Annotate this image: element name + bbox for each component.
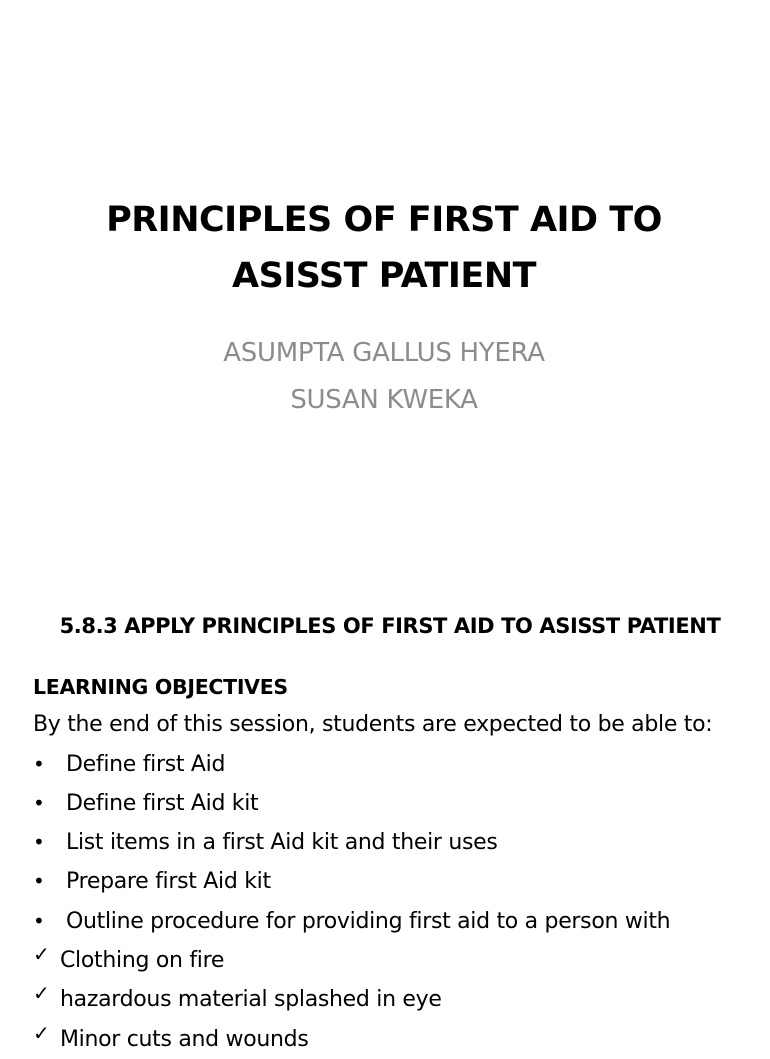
author-name: SUSAN KWEKA [290,385,478,415]
slide-title [20,192,748,304]
author-name: ASUMPTA GALLUS HYERA [223,338,545,368]
bullet-icon: • [33,869,45,894]
list-item [33,745,763,784]
bullet-icon: • [33,790,45,815]
checklist-item [33,941,763,980]
checklist-item [33,1020,763,1059]
list-item-text: Define first Aid kit [66,790,259,816]
list-item [33,862,763,901]
checklist-item [33,980,763,1019]
list-item [33,784,763,823]
objectives-content [33,668,763,1059]
list-item-text: Define first Aid [66,751,226,777]
bullet-icon: • [33,830,45,855]
objectives-slide [0,576,768,1052]
list-item-text: Prepare first Aid kit [66,869,271,895]
list-item-text: List items in a first Aid kit and their uses [66,830,498,856]
checklist-item-text: hazardous material splashed in eye [60,987,442,1013]
slide-authors [20,330,748,424]
checklist-item-text: Minor cuts and wounds [60,1026,309,1052]
objectives-slide-title: 5.8.3 APPLY PRINCIPLES OF FIRST AID TO ASISST PATIENT [59,614,721,638]
slide-title-line-1: PRINCIPLES OF FIRST AID TO [106,200,662,240]
list-item [33,823,763,862]
checkmark-icon: ✓ [33,1020,50,1045]
checkmark-icon: ✓ [33,942,50,967]
list-item-text: Outline procedure for providing first aid to a person with [66,908,671,934]
section-heading: LEARNING OBJECTIVES [33,675,288,699]
checklist-item-text: Clothing on fire [60,948,225,974]
checkmark-icon: ✓ [33,981,50,1006]
bullet-icon: • [33,908,45,933]
list-item [33,902,763,941]
slide-title-line-2: ASISST PATIENT [231,256,536,296]
bullet-icon: • [33,751,45,776]
intro-text: By the end of this session, students are expected to be able to: [33,712,713,738]
